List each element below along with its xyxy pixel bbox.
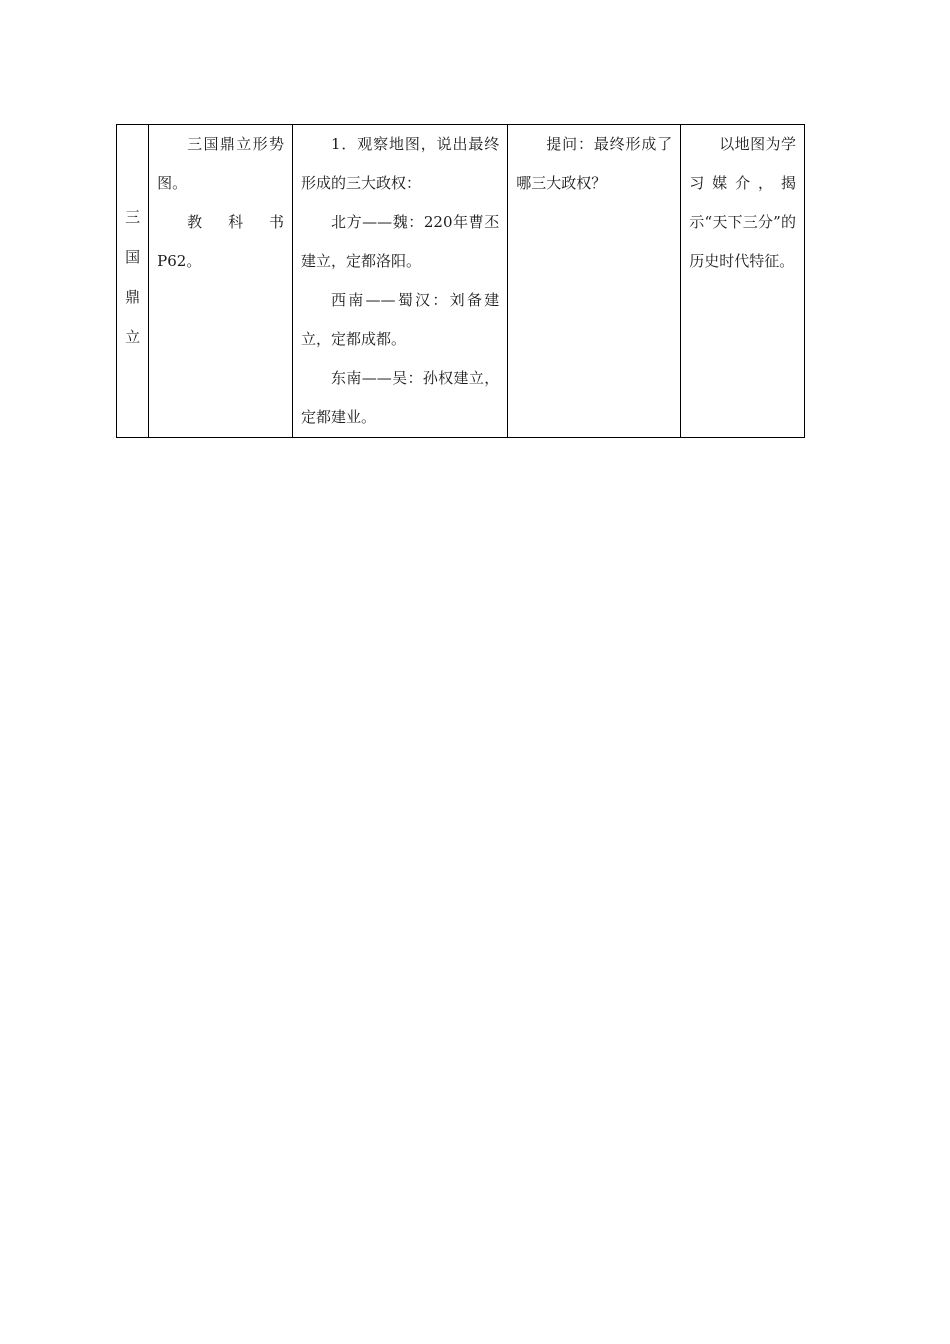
topic-char: 国: [125, 248, 141, 266]
lesson-plan-table: [116, 124, 805, 438]
topic-char: 立: [125, 328, 141, 346]
topic-cell: [117, 125, 149, 438]
purpose-cell: [681, 125, 805, 438]
material-page-text: P62。: [157, 252, 202, 270]
activity-cell: [293, 125, 508, 438]
topic-char: 鼎: [125, 288, 141, 306]
table-row: [117, 125, 805, 438]
teacher-question: 提问：最终形成了哪三大政权？: [516, 135, 673, 192]
purpose-text: 以地图为学习媒介，揭示“天下三分”的历史时代特征。: [689, 135, 796, 270]
teacher-cell: [508, 125, 681, 438]
topic-char: 三: [125, 208, 141, 226]
material-textbook-text: 教科书: [187, 213, 284, 231]
activity-wei: 北方——魏：220年曹丕建立，定都洛阳。: [301, 213, 500, 270]
activity-instruction: 1．观察地图，说出最终形成的三大政权：: [301, 135, 500, 192]
activity-shu-han: 西南——蜀汉：刘备建立，定都成都。: [301, 291, 500, 348]
activity-wu: 东南——吴：孙权建立，定都建业。: [301, 369, 500, 426]
material-cell: [149, 125, 293, 438]
material-map-text: 三国鼎立形势图。: [157, 135, 284, 192]
